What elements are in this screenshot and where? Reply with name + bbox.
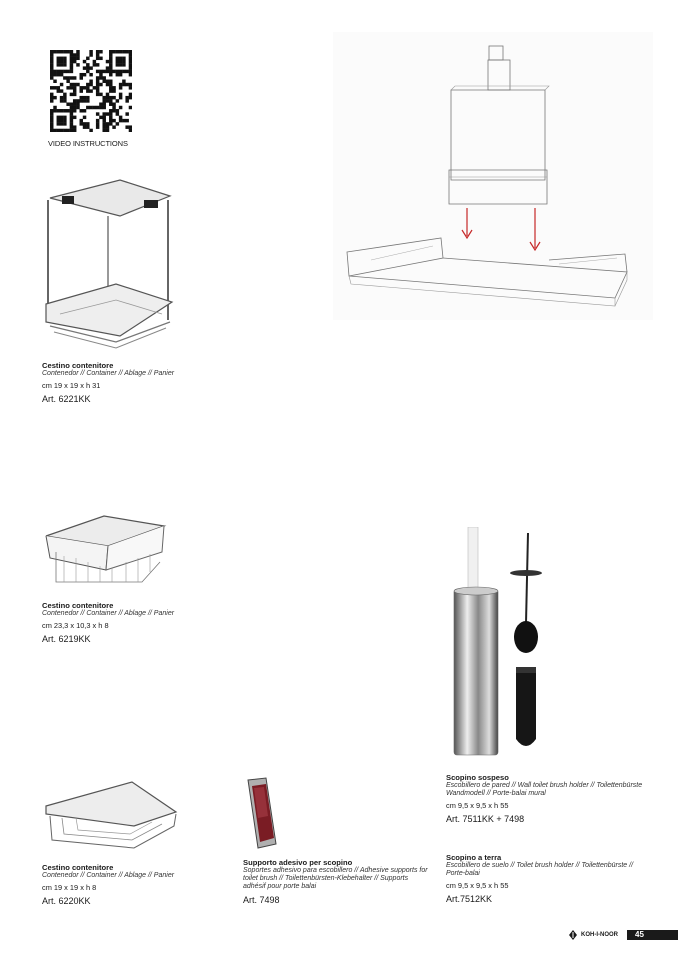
brand-name: KOH-I-NOOR [581,932,618,938]
product-dimensions: cm 9,5 x 9,5 x h 55 [446,881,509,890]
brand-logo [568,930,618,940]
product-image-7511 [444,527,554,757]
product-image-6219 [42,512,167,587]
product-desc: Escobillero de pared // Wall toilet brush holder // Toilettenbürste Wandmodell // Porte-balai mural [446,782,643,797]
product-name: Cestino contenitore [42,863,114,872]
product-name: Scopino sospeso [446,773,509,782]
product-desc: Contenedor // Container // Ablage // Panier [42,610,175,617]
product-name: Cestino contenitore [42,601,114,610]
product-dimensions: cm 9,5 x 9,5 x h 55 [446,801,509,810]
product-article: Art.7512KK [446,894,493,904]
page-number: 45 [627,930,678,940]
product-article: Art. 7511KK + 7498 [446,814,525,824]
product-name: Cestino contenitore [42,361,114,370]
product-article: Art. 6219KK [42,634,91,644]
diamond-logo-icon [568,930,578,940]
product-name: Scopino a terra [446,853,502,862]
product-article: Art. 6221KK [42,394,91,404]
product-image-6220 [42,778,180,852]
product-image-7498 [244,776,280,850]
installation-diagram [333,32,653,320]
qr-code[interactable] [50,50,132,132]
product-info-7512 [446,853,646,904]
product-desc: Soportes adhesivo para escobillero // Adhesive supports for toilet brush // Toilettenbürsten-Klebehalter // Supports adhésif pour porte balai [243,867,428,890]
qr-label: VIDEO INSTRUCTIONS [48,139,128,148]
product-info-6220 [42,863,227,906]
product-dimensions: cm 19 x 19 x h 31 [42,381,101,390]
product-article: Art. 6220KK [42,896,91,906]
product-dimensions: cm 23,3 x 10,3 x h 8 [42,621,109,630]
product-info-6219 [42,601,227,644]
product-name: Supporto adesivo per scopino [243,858,353,867]
product-info-6221 [42,361,227,404]
product-desc: Contenedor // Container // Ablage // Panier [42,370,175,377]
product-article: Art. 7498 [243,895,280,905]
product-desc: Contenedor // Container // Ablage // Panier [42,872,175,879]
product-info-7498 [243,858,428,905]
product-desc: Escobillero de suelo // Toilet brush holder // Toilettenbürste // Porte-balai [446,862,634,877]
product-info-7511 [446,773,646,824]
product-dimensions: cm 19 x 19 x h 8 [42,883,97,892]
product-image-6221 [40,176,175,354]
